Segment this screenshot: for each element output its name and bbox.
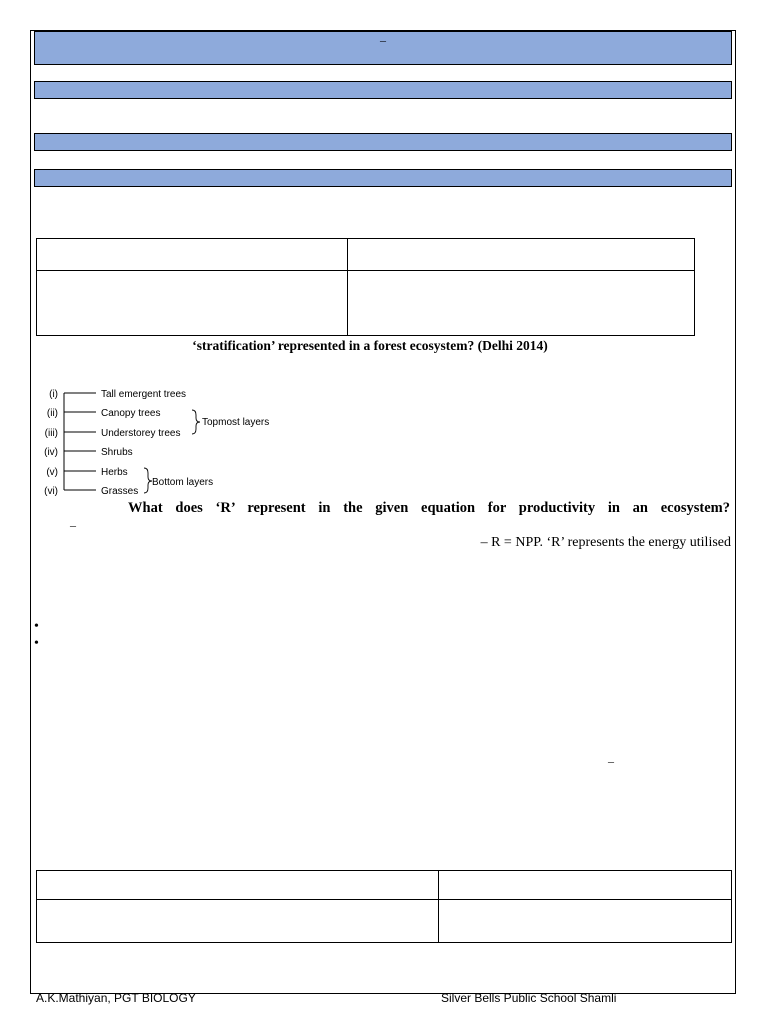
section-band-1 [34, 81, 732, 99]
connector-lines [64, 393, 96, 490]
table-cell [439, 900, 732, 943]
question-productivity: What does ‘R’ represent in the given equation for productivity in an ecosystem? [128, 500, 730, 516]
brace-bottom-icon [144, 468, 152, 493]
footer-school: Silver Bells Public School Shamli [441, 991, 617, 1005]
layer-label-shrubs: Shrubs [101, 447, 133, 458]
numeral-i: (i) [49, 389, 58, 400]
table-cell [348, 271, 695, 336]
numeral-vi: (vi) [44, 486, 58, 497]
header-dash: – [380, 33, 386, 47]
answer-table-bottom [36, 870, 732, 943]
numeral-ii: (ii) [46, 408, 58, 419]
dash-mark: – [70, 518, 76, 532]
answer-productivity: – R = NPP. ‘R’ represents the energy utilised [480, 535, 731, 550]
layer-label-tall-emergent-trees: Tall emergent trees [101, 389, 187, 400]
layer-label-herbs: Herbs [101, 467, 128, 478]
layer-label-canopy-trees: Canopy trees [101, 408, 161, 419]
layer-label-understorey-trees: Understorey trees [101, 428, 181, 439]
table-cell [37, 271, 348, 336]
table-cell [37, 900, 439, 943]
table-cell [348, 239, 695, 271]
bullet-point: • [34, 619, 39, 634]
section-band-2 [34, 133, 732, 151]
header-band [34, 31, 732, 65]
brace-top-icon [192, 410, 200, 434]
numeral-iii: (iii) [44, 428, 58, 439]
section-band-3 [34, 169, 732, 187]
layer-label-grasses: Grasses [101, 486, 139, 497]
dash-mark: – [608, 754, 614, 768]
question-stratification: ‘stratification’ represented in a forest ecosystem? (Delhi 2014) [192, 338, 548, 353]
group-label-topmost: Topmost layers [202, 417, 270, 428]
table-cell [37, 239, 348, 271]
bullet-point: • [34, 636, 39, 651]
answer-table-top [36, 238, 695, 336]
numeral-v: (v) [46, 467, 58, 478]
stratification-diagram [36, 384, 286, 502]
table-cell [37, 871, 439, 900]
table-cell [439, 871, 732, 900]
footer-author: A.K.Mathiyan, PGT BIOLOGY [36, 991, 196, 1005]
numeral-iv: (iv) [44, 447, 58, 458]
group-label-bottom: Bottom layers [152, 477, 214, 488]
